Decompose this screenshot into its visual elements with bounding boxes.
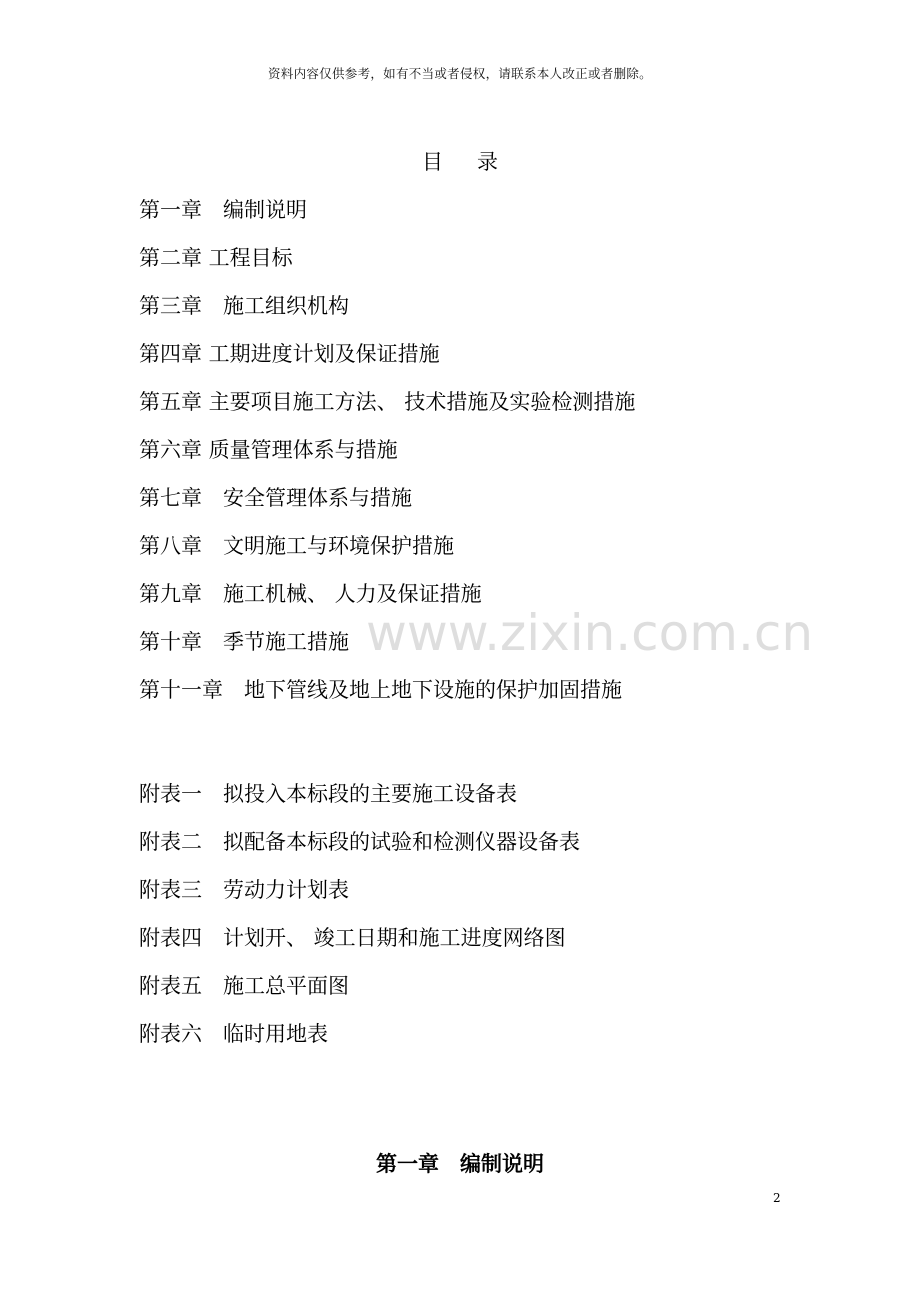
- toc-title-char-1: 目: [422, 150, 443, 174]
- toc-appendix-6: 附表六 临时用地表: [139, 1022, 328, 1046]
- toc-appendix-1: 附表一 拟投入本标段的主要施工设备表: [139, 782, 517, 806]
- chapter-heading: 第一章 编制说明: [376, 1152, 544, 1176]
- watermark: www.zixin.com.cn: [366, 604, 814, 662]
- toc-chapter-10: 第十章 季节施工措施: [139, 630, 349, 654]
- toc-chapter-2: 第二章 工程目标: [139, 246, 293, 270]
- toc-chapter-5: 第五章 主要项目施工方法、 技术措施及实验检测措施: [139, 390, 636, 414]
- page-number: 2: [773, 1191, 781, 1205]
- toc-appendix-4: 附表四 计划开、 竣工日期和施工进度网络图: [139, 926, 566, 950]
- toc-chapter-4: 第四章 工期进度计划及保证措施: [139, 342, 440, 366]
- toc-chapter-3: 第三章 施工组织机构: [139, 294, 349, 318]
- toc-title-char-2: 录: [477, 150, 498, 174]
- toc-appendix-5: 附表五 施工总平面图: [139, 974, 349, 998]
- toc-chapter-9: 第九章 施工机械、 人力及保证措施: [139, 582, 482, 606]
- toc-chapter-11: 第十一章 地下管线及地上地下设施的保护加固措施: [139, 678, 622, 702]
- header-disclaimer: 资料内容仅供参考，如有不当或者侵权，请联系本人改正或者删除。: [267, 66, 652, 81]
- toc-appendix-3: 附表三 劳动力计划表: [139, 878, 349, 902]
- toc-appendix-2: 附表二 拟配备本标段的试验和检测仪器设备表: [139, 830, 580, 854]
- toc-title: [0, 146, 920, 176]
- toc-chapter-6: 第六章 质量管理体系与措施: [139, 438, 398, 462]
- toc-chapter-7: 第七章 安全管理体系与措施: [139, 486, 412, 510]
- toc-chapter-8: 第八章 文明施工与环境保护措施: [139, 534, 454, 558]
- toc-chapter-1: 第一章 编制说明: [139, 198, 307, 222]
